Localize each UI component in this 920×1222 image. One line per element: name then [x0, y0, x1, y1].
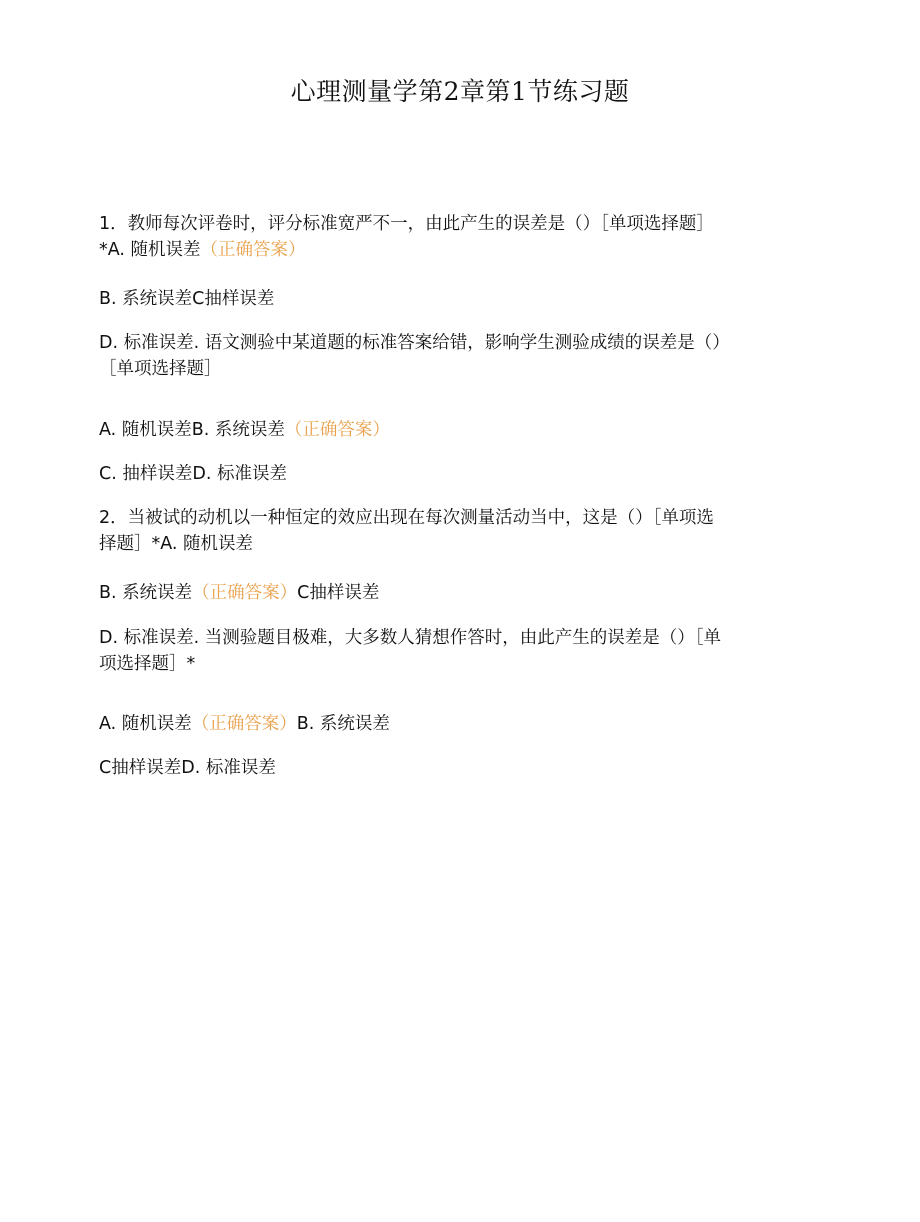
- question-2-stem-cont: [99, 531, 811, 557]
- question-type-text: 项选择题］*: [99, 654, 196, 674]
- correct-answer-tag: （正确答案）: [192, 583, 298, 603]
- question-1-option-a: [99, 237, 811, 263]
- question-2-text: 择题］*A. 随机误差: [99, 534, 254, 554]
- question-1-option-d-and-next-stem: [99, 330, 811, 356]
- question-2-stem: [99, 505, 811, 531]
- question-type-text: ［单项选择题］: [99, 359, 222, 379]
- question-type-label: [99, 651, 811, 677]
- question-2-option-d-and-next-stem: [99, 625, 811, 651]
- option-text: C抽样误差D. 标准误差: [99, 758, 276, 778]
- option-text: B. 系统误差: [99, 583, 193, 603]
- option-text: D. 标准误差. 当测验题目极难，大多数人猜想作答时，由此产生的误差是（）［单: [99, 628, 721, 648]
- question-options-cd: [99, 461, 811, 487]
- question-1-options-bc: [99, 286, 811, 312]
- option-text: *A. 随机误差: [99, 240, 201, 260]
- option-text: A. 随机误差: [99, 714, 192, 734]
- question-1-stem: [99, 211, 811, 237]
- option-text: A. 随机误差B. 系统误差: [99, 420, 285, 440]
- question-type-label: [99, 356, 811, 382]
- question-options-ab: [99, 417, 811, 443]
- document-title: 心理测量学第2章第1节练习题: [290, 77, 630, 106]
- question-2-options-bc: [99, 580, 811, 606]
- option-text: C抽样误差: [297, 583, 380, 603]
- question-3-options-cd: [99, 755, 811, 781]
- option-text: D. 标准误差. 语文测验中某道题的标准答案给错，影响学生测验成绩的误差是（）: [99, 333, 730, 353]
- correct-answer-tag: （正确答案）: [200, 240, 306, 260]
- option-text: B. 系统误差: [296, 714, 390, 734]
- question-3-options-ab: [99, 711, 811, 737]
- correct-answer-tag: （正确答案）: [191, 714, 297, 734]
- correct-answer-tag: （正确答案）: [284, 420, 390, 440]
- question-1-text: 1．教师每次评卷时，评分标准宽严不一，由此产生的误差是（）［单项选择题］: [99, 214, 714, 234]
- option-text: C. 抽样误差D. 标准误差: [99, 464, 287, 484]
- question-2-text: 2．当被试的动机以一种恒定的效应出现在每次测量活动当中，这是（）［单项选: [99, 508, 714, 528]
- option-text: B. 系统误差C抽样误差: [99, 289, 275, 309]
